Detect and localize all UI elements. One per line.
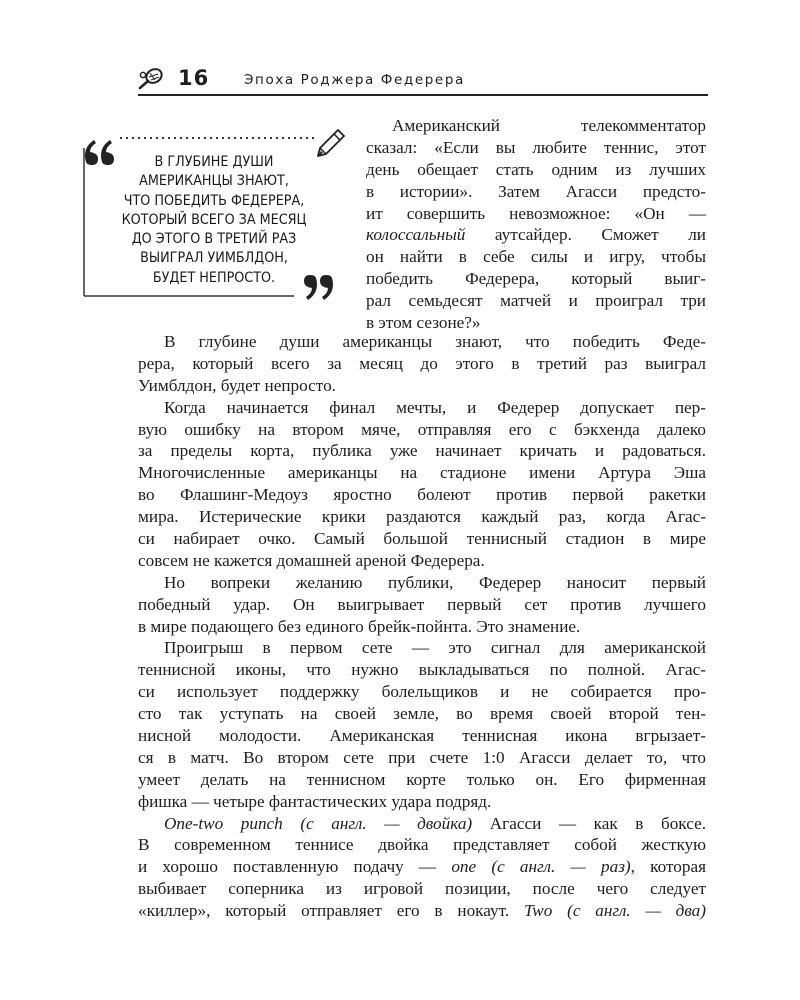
pull-quote-line: ЧТО ПОБЕДИТЬ ФЕДЕРЕРА, (123, 192, 305, 209)
body-text (138, 331, 706, 922)
text-italic: Two (с англ. — два) (523, 901, 706, 921)
text-line: в мире подающего без единого брейк-пойнта. Это знамение. (138, 616, 581, 636)
text-line: фишка — четыре фантастических удара подряд. (138, 791, 492, 811)
text-line: в истории». Затем Агасси предсто- (366, 181, 706, 201)
text-line: сто так уступать на своей земле, во время своей второй тен- (138, 704, 706, 724)
text-line: Многочисленные американцы на стадионе имени Артура Эша (138, 463, 706, 483)
text-line: теннисной иконы, что нужно выкладываться по полной. Агас- (138, 660, 706, 680)
text-run: , которая (630, 857, 706, 877)
pull-quote-line: В ГЛУБИНЕ ДУШИ (154, 154, 274, 170)
text-line: Американский телекомментатор (392, 116, 706, 135)
text-line (138, 856, 706, 878)
text-line: день обещает стать одним из лучших (366, 159, 706, 179)
text-line: победный удар. Он выигрывает первый сет против лучшего (138, 594, 706, 614)
text-line: победить Федерера, который выиг- (366, 269, 706, 289)
body-text-right-column (366, 115, 706, 334)
running-title: Эпоха Роджера Федерера (244, 72, 465, 88)
pull-quote-line: ДО ЭТОГО В ТРЕТИЙ РАЗ (131, 231, 297, 248)
page-header (138, 66, 708, 96)
text-line: мира. Истерические крики раздаются каждый раз, когда Агас- (138, 507, 706, 527)
page-number: 16 (178, 66, 210, 90)
text-line: рал семьдесят матчей и проиграл три (366, 291, 706, 311)
pull-quote-line: ВЫИГРАЛ УИМБЛДОН, (140, 250, 288, 267)
text-run: и хорошо поставленную подачу — (138, 857, 452, 877)
text-line (366, 224, 706, 246)
text-run: аутсайдер. Сможет ли (465, 225, 706, 245)
text-line: В глубине души американцы знают, что победить Феде- (164, 332, 706, 351)
text-italic: one (с англ. — раз) (451, 857, 631, 877)
text-line: ся в матч. Во втором сете при счете 1:0 Агасси делает то, что (138, 747, 706, 767)
text-line: вую ошибку на втором мяче, отправляя его с бэкхенда далеко (138, 419, 706, 439)
text-line: Проигрыш в первом сете — это сигнал для американской (164, 638, 706, 658)
pull-quote (80, 126, 352, 308)
text-line: си использует поддержку болельщиков и не собирается про- (138, 682, 706, 702)
text-line: рера, который всего за месяц до этого в третий раз выиграл (138, 353, 706, 373)
text-line (138, 813, 706, 835)
text-italic: колоссальный (366, 225, 466, 245)
text-line: В современном теннисе двойка представляет собой жесткую (138, 835, 706, 855)
text-line: за пределы корта, публика уже начинает кричать и радоваться. (138, 441, 706, 461)
text-run: «киллер», который отправляет его в нокаут. (138, 901, 524, 921)
pull-quote-line: КОТОРЫЙ ВСЕГО ЗА МЕСЯЦ (121, 211, 307, 228)
text-line: умеет делать на теннисном корте только он. Его фирменная (138, 769, 706, 789)
text-line: он найти в себе силы и игру, чтобы (366, 247, 706, 267)
text-line: Но вопреки желанию публики, Федерер наносит первый (164, 572, 706, 592)
text-line: в этом сезоне?» (366, 313, 481, 333)
text-line (138, 900, 706, 922)
text-line: сказал: «Если вы любите теннис, этот (366, 137, 706, 157)
text-line: Когда начинается финал мечты, и Федерер допускает пер- (164, 397, 706, 417)
pull-quote-line: БУДЕТ НЕПРОСТО. (152, 269, 276, 286)
tennis-racket-icon (138, 67, 164, 91)
text-line: выбивает соперника из игровой позиции, после чего следует (138, 879, 706, 899)
text-run: Агасси — как в боксе. (472, 813, 706, 833)
text-line: ит совершить невозможное: «Он — (366, 203, 706, 223)
text-line: си набирает очко. Самый большой теннисный стадион в мире (138, 529, 706, 549)
text-line: нисной молодости. Американская теннисная икона вгрызает- (138, 726, 706, 746)
text-line: во Флашинг-Медоуз яростно болеют против первой ракетки (138, 485, 706, 505)
pull-quote-line: АМЕРИКАНЦЫ ЗНАЮТ, (139, 173, 289, 190)
text-italic: One-two punch (с англ. — двойка) (164, 813, 473, 833)
text-line: совсем не кажется домашней ареной Федерера. (138, 550, 485, 570)
text-line: Уимблдон, будет непросто. (138, 375, 336, 395)
pull-quote-text (98, 153, 330, 288)
